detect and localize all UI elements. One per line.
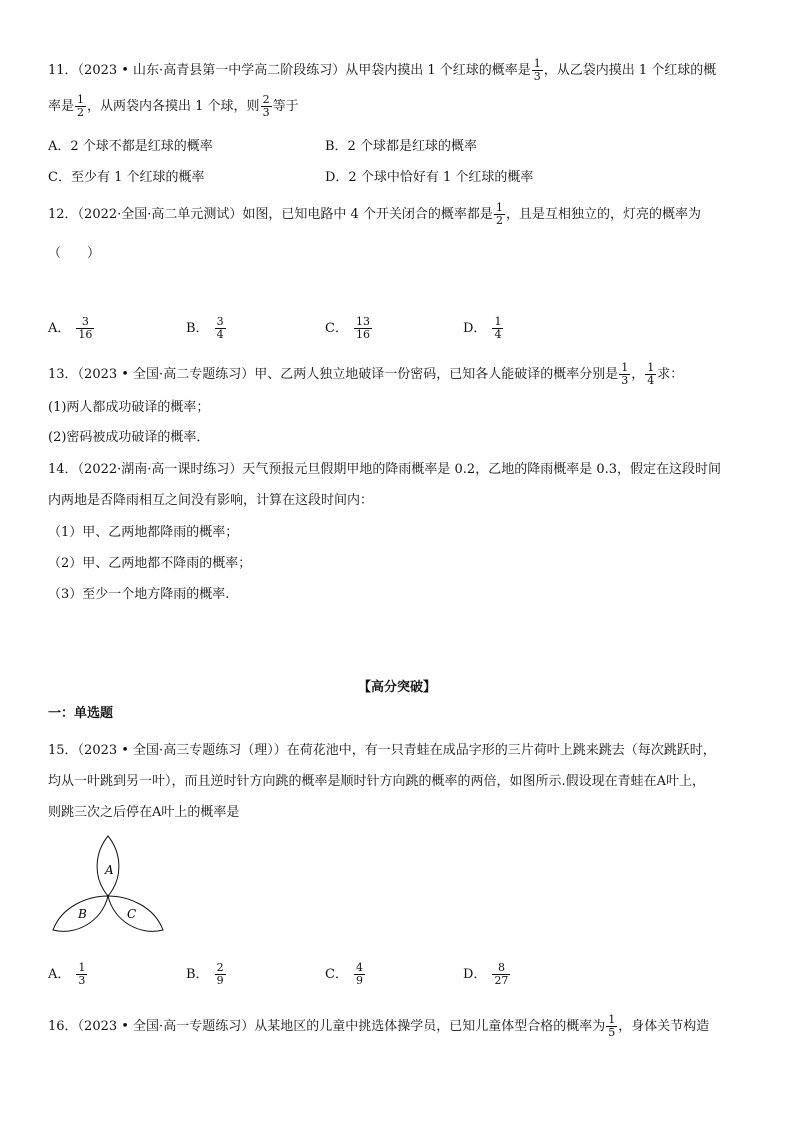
leaf-a-label: A: [105, 863, 114, 877]
q12-option-a: A． $\frac{3}{16}$: [48, 315, 93, 341]
q14-line1: 14．（2022·湖南·高一课时练习）天气预报元旦假期甲地的降雨概率是 0.2，乙地的降雨概率是 0.3，假定在这段时间: [48, 462, 722, 477]
q12-answer-paren: （ ）: [48, 246, 101, 261]
q11-option-c: C．至少有 1 个红球的概率: [48, 170, 205, 185]
fraction: $\frac{1}{3}$: [533, 57, 541, 83]
q13-sub2: (2)密码被成功破译的概率．: [48, 430, 210, 445]
q15-option-c: C． $\frac{4}{9}$: [325, 961, 363, 987]
leaf-b-label: B: [78, 907, 87, 921]
q11-line2: 率是 $\frac{1}{2}$ ，从两袋内各摸出 1 个球，则 $\frac{2}{3}$ 等于: [48, 93, 299, 119]
q15-line1: 15．（2023 • 全国·高三专题练习（理））在荷花池中，有一只青蛙在成品字形的三片荷叶上跳来跳去（每次跳跃时，: [48, 743, 716, 758]
fraction: $\frac{1}{2}$: [77, 93, 85, 119]
q15-line3: 则跳三次之后停在A叶上的概率是: [48, 805, 240, 820]
q12-option-b: B． $\frac{3}{4}$: [186, 315, 224, 341]
q13-sub1: (1)两人都成功破译的概率；: [48, 400, 210, 415]
fraction: $\frac{1}{5}$: [608, 1013, 616, 1039]
q11-option-d: D．2 个球中恰好有 1 个红球的概率: [325, 170, 534, 185]
fraction: $\frac{1}{4}$: [647, 361, 655, 387]
q15-option-a: A． $\frac{1}{3}$: [48, 961, 86, 987]
section-subtitle: 一：单选题: [48, 706, 114, 721]
section-title: 【高分突破】: [357, 680, 436, 695]
q14-sub2: （2）甲、乙两地都不降雨的概率；: [48, 556, 252, 571]
q12-option-c: C． $\frac{13}{16}$: [325, 315, 370, 341]
lily-pad-figure: [50, 832, 170, 942]
q14-sub3: （3）至少一个地方降雨的概率.: [48, 587, 230, 602]
q15-option-d: D． $\frac{8}{27}$: [463, 961, 509, 987]
q11-line1: 11．（2023 • 山东·高青县第一中学高二阶段练习）从甲袋内摸出 1 个红球的概率是 $\frac{1}{3}$ ，从乙袋内摸出 1 个红球的概: [48, 57, 717, 83]
q14-line2: 内两地是否降雨相互之间没有影响，计算在这段时间内：: [48, 493, 374, 508]
q15-line2: 均从一叶跳到另一叶），而且逆时针方向跳的概率是顺时针方向跳的概率的两倍，如图所示.假设现在青蛙在A叶上，: [48, 774, 706, 789]
q15-option-b: B． $\frac{2}{9}$: [186, 961, 224, 987]
q14-sub1: （1）甲、乙两地都降雨的概率；: [48, 525, 239, 540]
q16-line1: 16．（2023 • 全国·高一专题练习）从某地区的儿童中挑选体操学员，已知儿童体型合格的概率为 $\frac{1}{5}$ ，身体关节构造: [48, 1013, 710, 1039]
q13-line1: 13．（2023 • 全国·高二专题练习）甲、乙两人独立地破译一份密码，已知各人能破译的概率分别是 $\frac{1}{3}$ ， $\frac{1}{4}$ 求：: [48, 361, 684, 387]
leaf-c-label: C: [127, 907, 137, 921]
q12-line1: 12．（2022·全国·高二单元测试）如图，已知电路中 4 个开关闭合的概率都是 $\frac{1}{2}$ ，且是互相独立的，灯亮的概率为: [48, 201, 701, 227]
q12-option-d: D． $\frac{1}{4}$: [463, 315, 502, 341]
fraction: $\frac{2}{3}$: [262, 93, 270, 119]
q11-option-a: A．2 个球不都是红球的概率: [48, 139, 213, 154]
fraction: $\frac{1}{2}$: [495, 201, 503, 227]
q11-option-b: B．2 个球都是红球的概率: [325, 139, 477, 154]
fraction: $\frac{1}{3}$: [621, 361, 629, 387]
